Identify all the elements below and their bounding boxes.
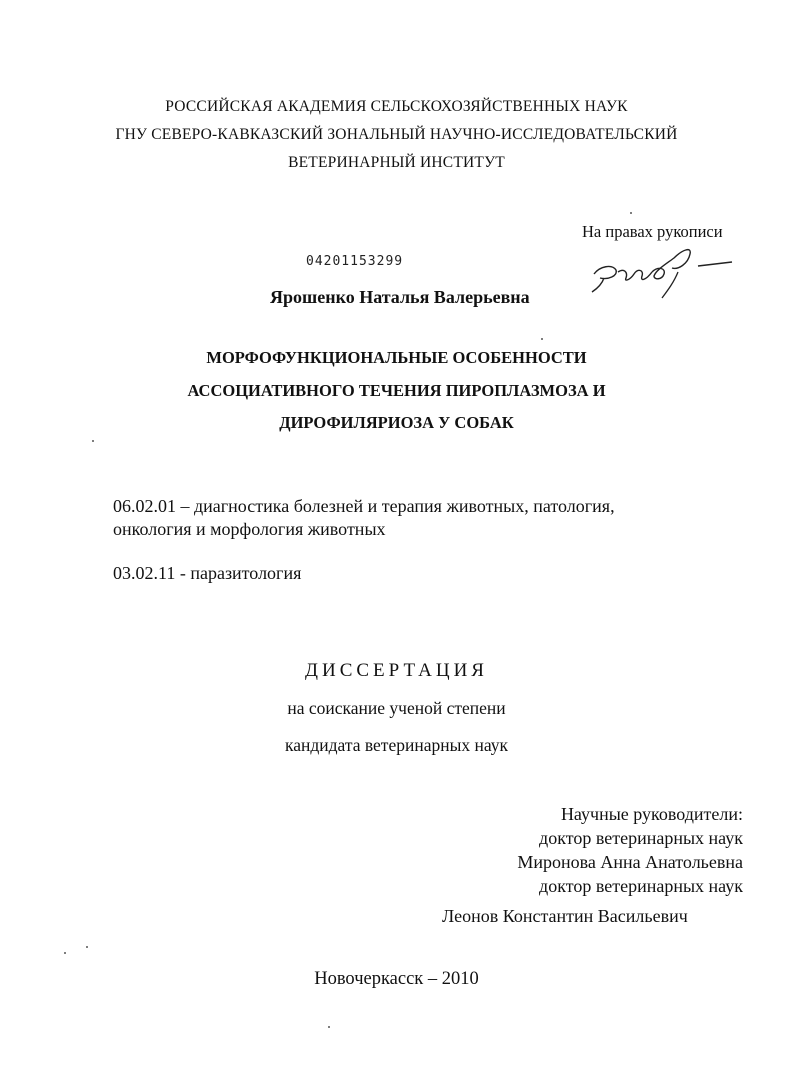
scan-speck bbox=[630, 212, 632, 214]
catalog-number-stamp: 04201153299 bbox=[306, 254, 404, 269]
author-signature bbox=[582, 238, 742, 300]
dissertation-title-line-1: МОРФОФУНКЦИОНАЛЬНЫЕ ОСОБЕННОСТИ bbox=[206, 348, 587, 367]
manuscript-rights-note: На правах рукописи bbox=[582, 222, 723, 241]
scan-speck bbox=[86, 946, 88, 948]
institution-line-2: ГНУ СЕВЕРО-КАВКАЗСКИЙ ЗОНАЛЬНЫЙ НАУЧНО-ИССЛЕДОВАТЕЛЬСКИЙ bbox=[115, 126, 678, 143]
work-type: ДИССЕРТАЦИЯ bbox=[305, 660, 488, 681]
specialty-line-1: 06.02.01 – диагностика болезней и терапия животных, патология, bbox=[113, 496, 615, 516]
supervisor-2-title: доктор ветеринарных наук bbox=[539, 876, 743, 896]
supervisor-2-name: Леонов Константин Васильевич bbox=[442, 906, 688, 926]
supervisor-1-name: Миронова Анна Анатольевна bbox=[517, 852, 743, 872]
supervisor-1-title: доктор ветеринарных наук bbox=[539, 828, 743, 848]
scan-speck bbox=[328, 1026, 330, 1028]
scan-speck bbox=[541, 338, 543, 340]
specialty-line-3: 03.02.11 - паразитология bbox=[113, 563, 302, 583]
supervisors-heading: Научные руководители: bbox=[560, 804, 743, 824]
scan-speck bbox=[64, 952, 66, 954]
scan-speck bbox=[92, 440, 94, 442]
institution-line-3: ВЕТЕРИНАРНЫЙ ИНСТИТУТ bbox=[288, 154, 505, 171]
place-and-year: Новочеркасск – 2010 bbox=[314, 969, 479, 989]
institution-line-1: РОССИЙСКАЯ АКАДЕМИЯ СЕЛЬСКОХОЗЯЙСТВЕННЫХ НАУК bbox=[165, 98, 628, 115]
specialty-line-2: онкология и морфология животных bbox=[113, 519, 386, 539]
degree-line-2: кандидата ветеринарных наук bbox=[285, 735, 508, 755]
dissertation-title-line-3: ДИРОФИЛЯРИОЗА У СОБАК bbox=[279, 413, 514, 432]
degree-line-1: на соискание ученой степени bbox=[287, 698, 506, 718]
dissertation-title-line-2: АССОЦИАТИВНОГО ТЕЧЕНИЯ ПИРОПЛАЗМОЗА И bbox=[187, 381, 606, 400]
author-name: Ярошенко Наталья Валерьевна bbox=[270, 287, 530, 307]
